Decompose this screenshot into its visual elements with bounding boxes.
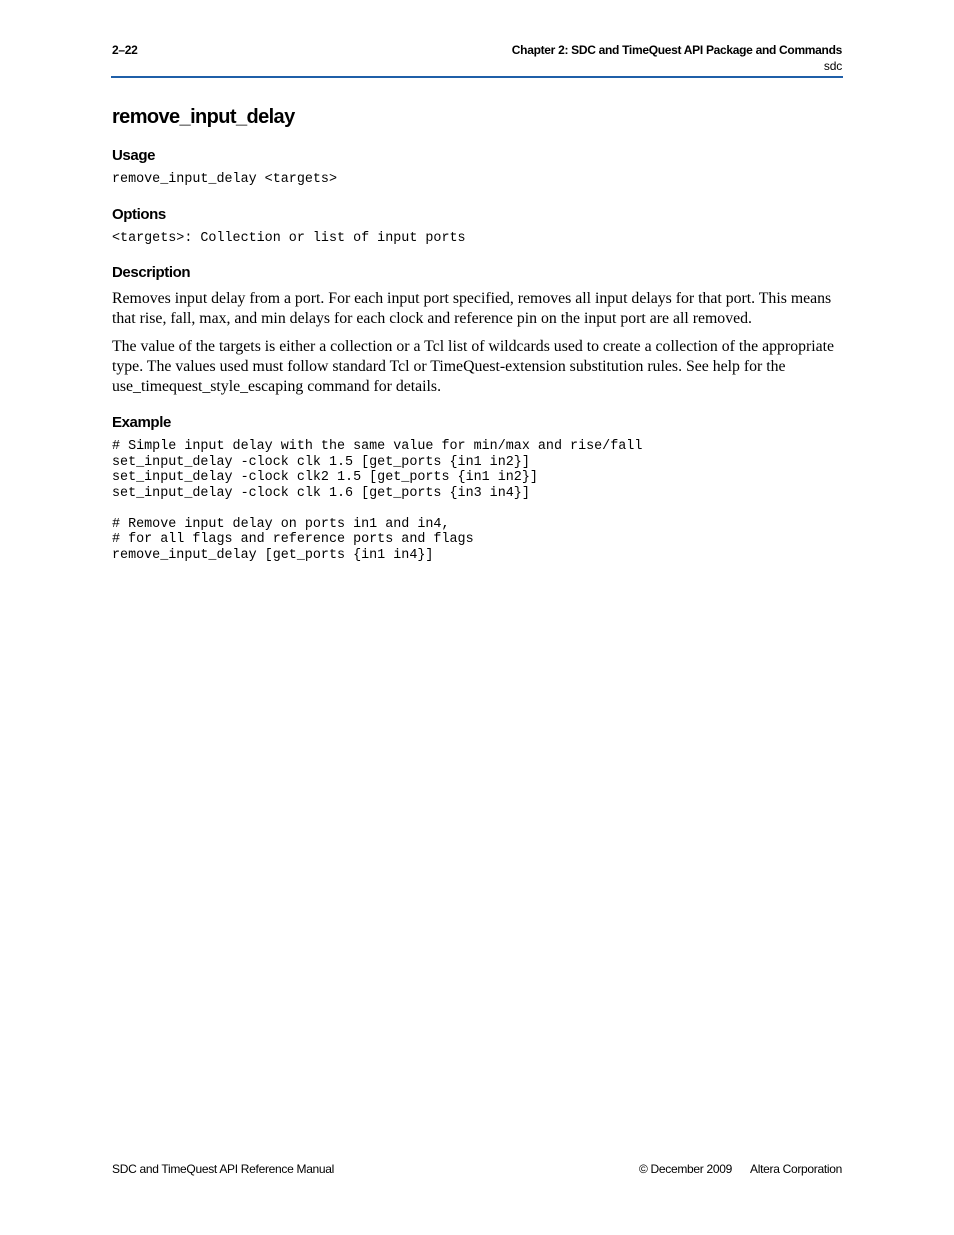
example-code-block — [112, 439, 844, 563]
description-paragraph: Removes input delay from a port. For each input port specified, removes all input delays for that port. This means that rise, fall, max, and min delays for each clock and reference pin on the input port are all removed. — [112, 290, 832, 327]
code-line: # Simple input delay with the same value for min/max and rise/fall — [112, 439, 643, 455]
manual-name: SDC and TimeQuest API Reference Manual — [112, 1162, 335, 1176]
copyright-date: © December 2009 — [638, 1162, 733, 1176]
code-line: # for all flags and reference ports and flags — [112, 532, 474, 548]
options-heading: Options — [112, 205, 166, 223]
options-code: <targets>: Collection or list of input ports — [112, 230, 466, 246]
code-line: remove_input_delay [get_ports {in1 in4}] — [112, 547, 434, 563]
code-line: set_input_delay -clock clk 1.6 [get_ports {in3 in4}] — [112, 485, 530, 501]
page-number: 2–22 — [112, 43, 138, 57]
footer-right — [639, 1162, 842, 1176]
description-heading: Description — [112, 264, 191, 282]
usage-heading: Usage — [112, 147, 156, 164]
page-content — [112, 104, 844, 563]
section-label: sdc — [823, 59, 842, 73]
code-line: # Remove input delay on ports in1 and in4, — [112, 516, 450, 532]
code-line: set_input_delay -clock clk2 1.5 [get_ports {in1 in2}] — [112, 470, 538, 486]
example-heading: Example — [112, 414, 171, 432]
chapter-title: Chapter 2: SDC and TimeQuest API Package and Commands — [511, 43, 842, 57]
description-paragraph: The value of the targets is either a collection or a Tcl list of wildcards used to create a collection of the appropriate type. The values used must follow standard Tcl or TimeQuest-extension substitution rules. See help for the use_timequest_style_escaping command for details. — [112, 338, 835, 395]
header-rule — [111, 76, 843, 78]
code-line: set_input_delay -clock clk 1.5 [get_ports {in1 in2}] — [112, 454, 530, 470]
usage-code: remove_input_delay <targets> — [112, 172, 337, 187]
company-name: Altera Corporation — [750, 1162, 842, 1176]
code-line-blank — [112, 501, 844, 517]
command-title: remove_input_delay — [112, 106, 295, 128]
